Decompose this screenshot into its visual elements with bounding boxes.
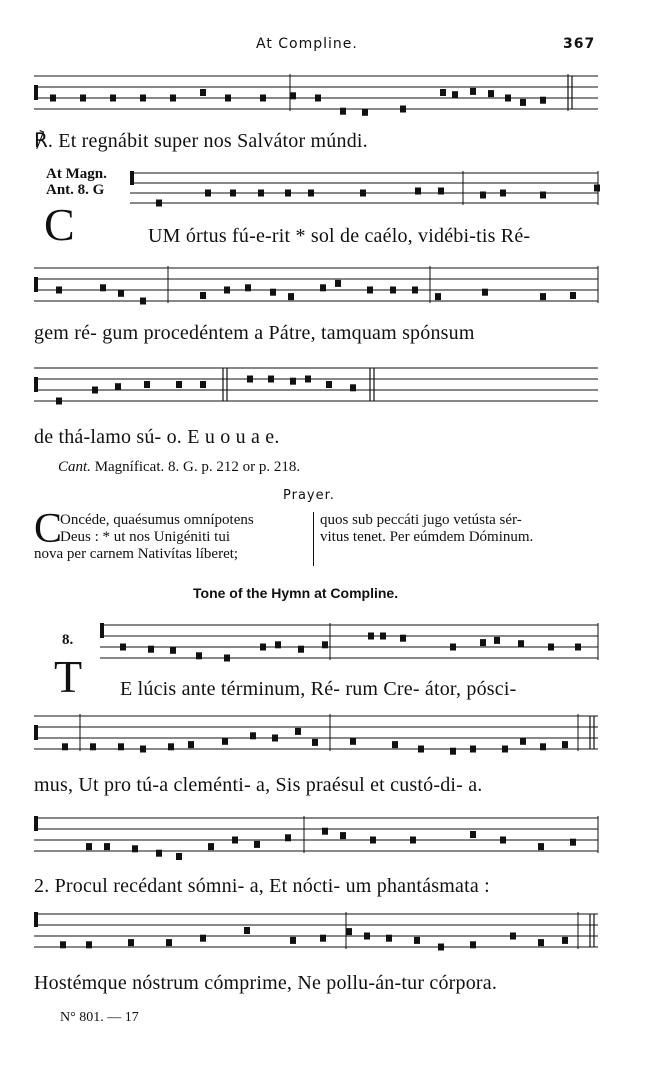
neume — [295, 728, 301, 735]
neume — [415, 188, 421, 195]
neume — [350, 738, 356, 745]
prayer-col2 — [320, 512, 533, 546]
neume — [538, 843, 544, 850]
neume — [575, 644, 581, 651]
neume — [250, 732, 256, 739]
hymn-initial: T — [54, 651, 83, 702]
staff-svg-8 — [0, 906, 665, 964]
neume — [222, 738, 228, 745]
neume — [288, 293, 294, 300]
clef-mark — [34, 277, 38, 292]
neume — [548, 644, 554, 651]
neume — [275, 641, 281, 648]
neume — [258, 190, 264, 197]
neume — [244, 927, 250, 934]
prayer-col2-line-2: vitus tenet. Per eúmdem Dóminum. — [320, 529, 534, 545]
neume — [176, 853, 182, 860]
staff-svg-3 — [0, 260, 665, 310]
neume — [450, 644, 456, 651]
neume — [562, 741, 568, 748]
neume — [510, 933, 516, 940]
neume — [176, 381, 182, 388]
neume — [140, 298, 146, 305]
neume — [500, 837, 506, 844]
hymn-mode: 8. — [62, 632, 74, 648]
footer-signature: N° 801. — 17 — [60, 1010, 139, 1025]
prayer-col1-top — [60, 512, 254, 546]
neume — [86, 941, 92, 948]
clef-mark — [34, 85, 38, 100]
antiphon-line-1: UM órtus fú-e-rit * sol de caélo, vidébi-tis Ré- — [148, 225, 531, 247]
neume — [570, 292, 576, 299]
neume — [335, 280, 341, 287]
clef-mark — [34, 912, 38, 927]
neume — [438, 188, 444, 195]
staff-svg-2 — [0, 163, 665, 211]
neume — [56, 287, 62, 294]
neume — [340, 108, 346, 115]
neume — [144, 381, 150, 388]
neume — [298, 646, 304, 653]
neume — [148, 646, 154, 653]
neume — [308, 190, 314, 197]
neume — [90, 743, 96, 750]
neume — [480, 192, 486, 199]
clef-mark — [34, 816, 38, 831]
neume — [170, 95, 176, 102]
neume — [50, 95, 56, 102]
neume — [538, 939, 544, 946]
neume — [170, 647, 176, 654]
neume — [260, 95, 266, 102]
neume — [390, 287, 396, 294]
neume — [290, 937, 296, 944]
antiphon-initial: C — [44, 199, 75, 250]
neume — [140, 746, 146, 753]
neume — [205, 190, 211, 197]
neume — [418, 746, 424, 753]
neume — [322, 828, 328, 835]
neume — [360, 190, 366, 197]
neume — [480, 639, 486, 646]
neume — [225, 95, 231, 102]
prayer-divider — [313, 512, 314, 566]
neume — [272, 735, 278, 742]
chant-staff-4 — [0, 360, 665, 420]
neume — [368, 633, 374, 640]
neume — [380, 633, 386, 640]
neume — [118, 290, 124, 297]
neume — [118, 743, 124, 750]
neume — [392, 741, 398, 748]
neume — [540, 743, 546, 750]
chant-staff-5 — [0, 615, 665, 667]
hymn-line-2: mus, Ut pro tú-a cleménti- a, Sis praésul et custó-di- a. — [34, 774, 483, 796]
clef-mark — [130, 171, 134, 185]
neume — [435, 293, 441, 300]
neume — [362, 109, 368, 116]
neume — [488, 90, 494, 97]
neume — [115, 383, 121, 390]
neume — [100, 284, 106, 291]
neume — [208, 843, 214, 850]
responsory-line — [34, 128, 368, 153]
chant-staff-3 — [0, 260, 665, 310]
staff-svg-6 — [0, 708, 665, 768]
neume — [270, 289, 276, 296]
neume — [62, 743, 68, 750]
neume — [200, 935, 206, 942]
chant-staff-6 — [0, 708, 665, 768]
canticle-prefix: Cant. — [58, 459, 91, 475]
neume — [470, 941, 476, 948]
neume — [386, 935, 392, 942]
neume — [92, 387, 98, 394]
neume — [200, 292, 206, 299]
neume — [290, 378, 296, 385]
canticle-reference — [58, 459, 300, 476]
neume — [140, 95, 146, 102]
antiphon-line-3: de thá-lamo sú- o. E u o u a e. — [34, 426, 280, 448]
neume — [494, 637, 500, 644]
prayer-heading: Prayer. — [283, 488, 335, 503]
prayer-col1-line-1: Oncéde, quaésumus omnípotens — [60, 512, 254, 528]
neume — [285, 834, 291, 841]
neume — [196, 652, 202, 659]
hymn-line-1: E lúcis ante términum, Ré- rum Cre- átor, pósci- — [120, 678, 517, 700]
neume — [482, 289, 488, 296]
neume — [200, 381, 206, 388]
neume — [285, 190, 291, 197]
prayer-col1-line-2: Deus : * ut nos Unigéniti tui — [60, 529, 230, 545]
neume — [500, 190, 506, 197]
neume — [305, 376, 311, 383]
responsory-text: Et regnábit super nos Salvátor múndi. — [58, 130, 368, 152]
neume — [440, 89, 446, 96]
clef-mark — [100, 623, 104, 638]
neume — [326, 381, 332, 388]
page-number: 367 — [563, 36, 596, 52]
neume — [156, 200, 162, 207]
neume — [520, 738, 526, 745]
staff-svg-7 — [0, 810, 665, 866]
chant-staff-7 — [0, 810, 665, 866]
neume — [502, 746, 508, 753]
neume — [450, 748, 456, 755]
neume — [470, 746, 476, 753]
responsory-symbol: ℟. — [34, 130, 54, 152]
neume — [594, 185, 600, 192]
neume — [320, 284, 326, 291]
neume — [370, 837, 376, 844]
clef-mark — [34, 725, 38, 740]
neume — [166, 939, 172, 946]
neume — [120, 644, 126, 651]
neume — [570, 839, 576, 846]
neume — [540, 97, 546, 104]
neume — [290, 92, 296, 99]
neume — [156, 850, 162, 857]
neume — [128, 939, 134, 946]
neume — [350, 384, 356, 391]
neume — [60, 941, 66, 948]
neume — [232, 837, 238, 844]
neume — [200, 89, 206, 96]
neume — [505, 95, 511, 102]
staff-svg-1 — [0, 68, 665, 116]
neume — [80, 95, 86, 102]
neume — [224, 287, 230, 294]
staff-svg-5 — [0, 615, 665, 667]
neume — [520, 99, 526, 106]
chant-staff-2 — [0, 163, 665, 211]
antiphon-line-2: gem ré- gum procedéntem a Pátre, tamquam spónsum — [34, 322, 475, 344]
antiphon-label-2: Ant. 8. G — [46, 182, 105, 198]
neume — [412, 287, 418, 294]
prayer-col2-line-1: quos sub peccáti jugo vetústa sér- — [320, 512, 522, 528]
hymn-line-4: Hostémque nóstrum cómprime, Ne pollu-án-tur córpora. — [34, 972, 498, 994]
neume — [400, 635, 406, 642]
neume — [268, 376, 274, 383]
neume — [340, 832, 346, 839]
neume — [104, 843, 110, 850]
prayer-col1-line-3: nova per carnem Nativítas líberet; — [34, 546, 239, 562]
neume — [312, 739, 318, 746]
neume — [452, 91, 458, 98]
neume — [518, 640, 524, 647]
neume — [110, 95, 116, 102]
neume — [188, 741, 194, 748]
neume — [245, 284, 251, 291]
prayer-initial: C — [34, 506, 63, 552]
neume — [247, 376, 253, 383]
neume — [322, 641, 328, 648]
neume — [168, 743, 174, 750]
neume — [260, 644, 266, 651]
neume — [438, 944, 444, 951]
clef-mark — [34, 377, 38, 392]
neume — [540, 192, 546, 199]
neume — [470, 88, 476, 95]
neume — [224, 655, 230, 662]
chant-staff-8 — [0, 906, 665, 964]
neume — [470, 831, 476, 838]
neume — [367, 287, 373, 294]
neume — [562, 937, 568, 944]
neume — [254, 841, 260, 848]
neume — [315, 95, 321, 102]
neume — [540, 293, 546, 300]
hymn-line-3: 2. Procul recédant sómni- a, Et nócti- um phantásmata : — [34, 875, 490, 897]
running-title: At Compline. — [256, 36, 358, 52]
neume — [230, 190, 236, 197]
antiphon-label-1: At Magn. — [46, 166, 107, 182]
neume — [56, 398, 62, 405]
neume — [132, 845, 138, 852]
canticle-text: Magníficat. 8. G. p. 212 or p. 218. — [94, 459, 301, 475]
neume — [320, 935, 326, 942]
neume — [414, 937, 420, 944]
hymn-heading: Tone of the Hymn at Compline. — [193, 585, 399, 601]
neume — [364, 933, 370, 940]
staff-svg-4 — [0, 360, 665, 420]
neume — [346, 928, 352, 935]
neume — [86, 843, 92, 850]
neume — [410, 837, 416, 844]
neume — [400, 106, 406, 113]
chant-staff-1 — [0, 68, 665, 116]
